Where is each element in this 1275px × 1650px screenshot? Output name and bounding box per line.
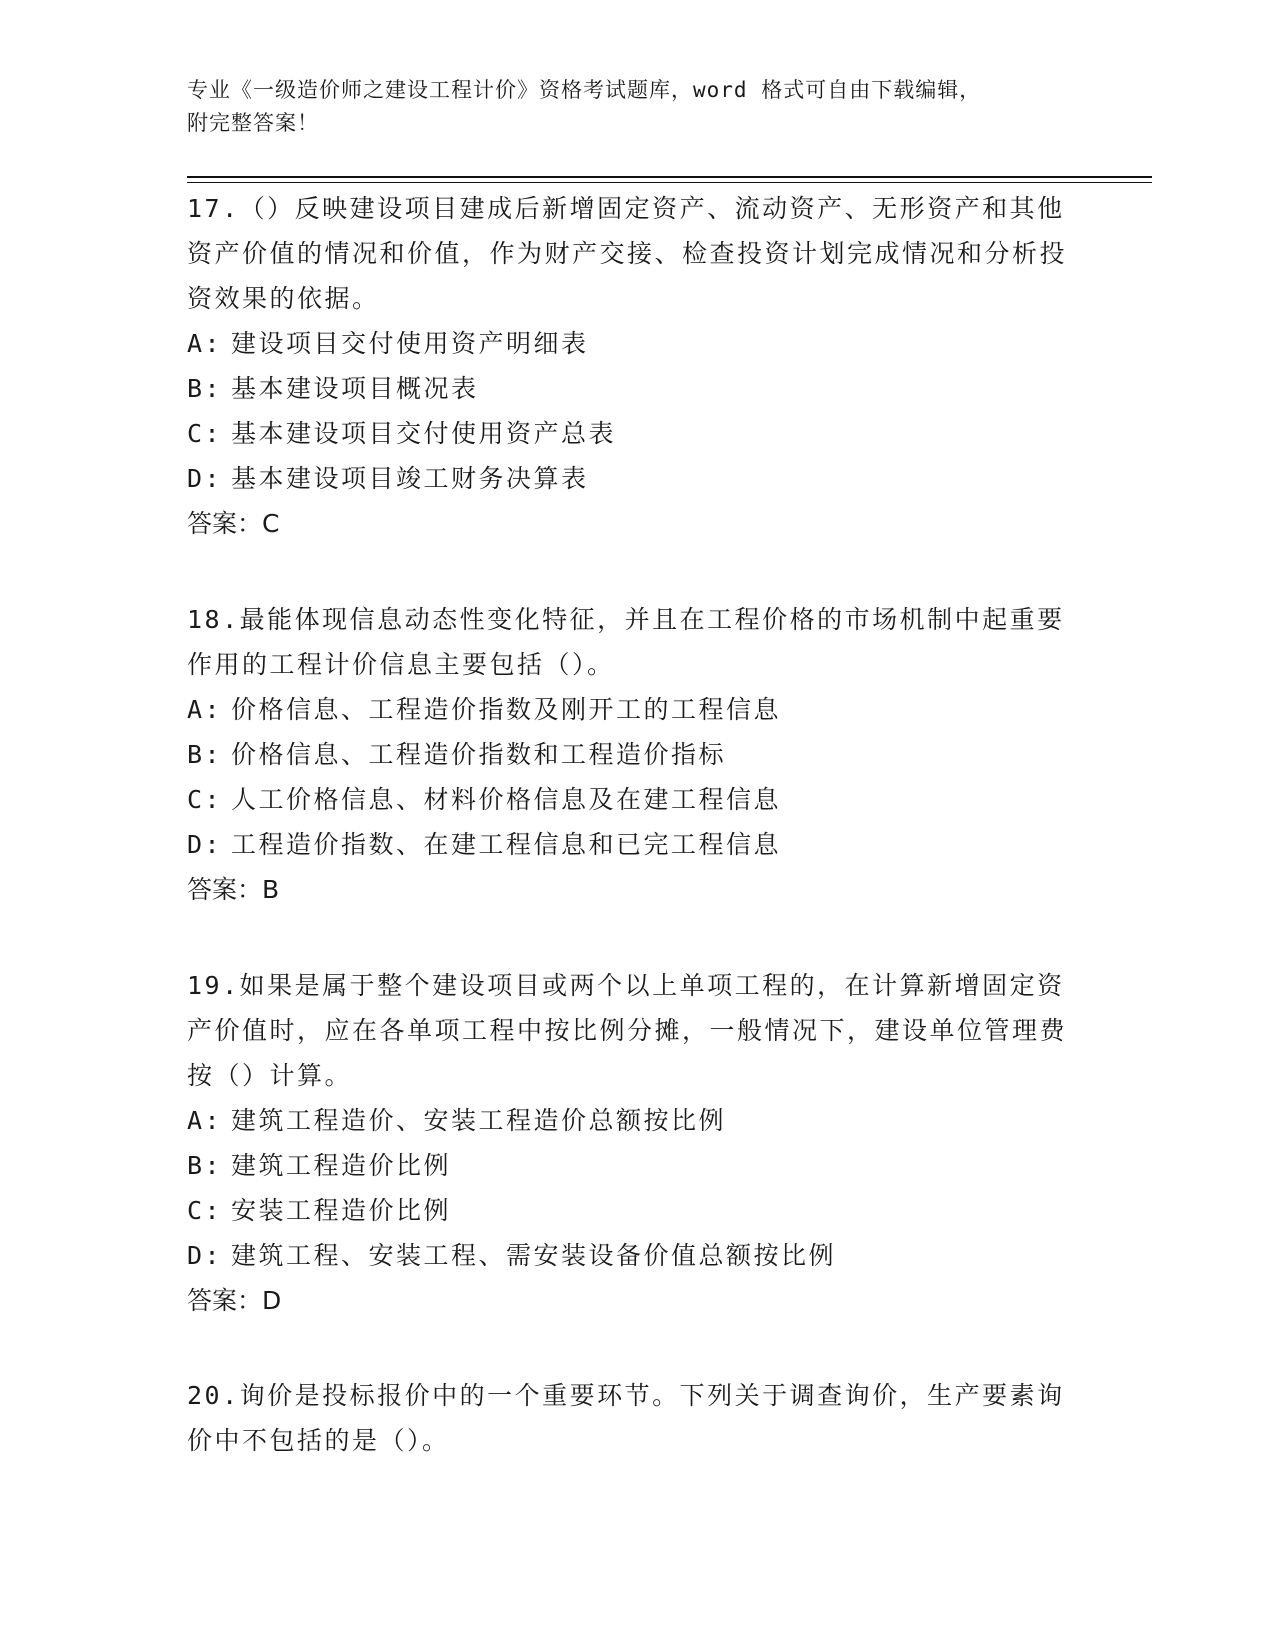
option-letter: D:: [187, 464, 223, 493]
question-17: [187, 186, 1087, 546]
option-letter: D:: [187, 1241, 223, 1270]
question-19: [187, 963, 1087, 1323]
document-header: [187, 74, 1167, 140]
option-text: 安装工程造价比例: [231, 1196, 452, 1225]
option-c: [187, 411, 1087, 456]
option-a: [187, 321, 1087, 366]
option-text: 基本建设项目概况表: [231, 374, 479, 403]
option-d: [187, 456, 1087, 501]
option-letter: D:: [187, 830, 223, 859]
answer-line: 答案：D: [187, 1286, 282, 1315]
option-letter: A:: [187, 695, 223, 724]
question-stem: 18.最能体现信息动态性变化特征，并且在工程价格的市场机制中起重要作用的工程计价信息主要包括（）。: [187, 605, 1065, 679]
option-letter: B:: [187, 740, 223, 769]
option-text: 人工价格信息、材料价格信息及在建工程信息: [231, 785, 782, 814]
option-text: 价格信息、工程造价指数和工程造价指标: [231, 740, 727, 769]
question-stem: 19.如果是属于整个建设项目或两个以上单项工程的，在计算新增固定资产价值时，应在各单项工程中按比例分摊，一般情况下，建设单位管理费按（）计算。: [187, 971, 1068, 1090]
answer-line: 答案：B: [187, 875, 280, 904]
option-letter: B:: [187, 374, 223, 403]
option-b: [187, 366, 1087, 411]
option-b: [187, 732, 1087, 777]
option-a: [187, 687, 1087, 732]
option-letter: B:: [187, 1151, 223, 1180]
option-text: 建筑工程、安装工程、需安装设备价值总额按比例: [231, 1241, 837, 1270]
option-letter: C:: [187, 785, 223, 814]
option-d: [187, 822, 1087, 867]
question-20: [187, 1373, 1087, 1463]
question-stem: 17.（）反映建设项目建成后新增固定资产、流动资产、无形资产和其他资产价值的情况和价值，作为财产交接、检查投资计划完成情况和分析投资效果的依据。: [187, 194, 1068, 313]
option-text: 价格信息、工程造价指数及刚开工的工程信息: [231, 695, 782, 724]
option-text: 基本建设项目交付使用资产总表: [231, 419, 617, 448]
header-divider-thin: [187, 182, 1152, 183]
option-c: [187, 777, 1087, 822]
option-text: 基本建设项目竣工财务决算表: [231, 464, 589, 493]
header-line-1: 专业《一级造价师之建设工程计价》资格考试题库，word 格式可自由下载编辑，: [187, 78, 982, 102]
option-letter: A:: [187, 1106, 223, 1135]
option-text: 工程造价指数、在建工程信息和已完工程信息: [231, 830, 782, 859]
option-letter: C:: [187, 419, 223, 448]
option-text: 建筑工程造价、安装工程造价总额按比例: [231, 1106, 727, 1135]
question-stem: 20.询价是投标报价中的一个重要环节。下列关于调查询价，生产要素询价中不包括的是（）。: [187, 1381, 1065, 1455]
option-a: [187, 1098, 1087, 1143]
option-text: 建设项目交付使用资产明细表: [231, 329, 589, 358]
question-18: [187, 597, 1087, 912]
option-letter: C:: [187, 1196, 223, 1225]
option-c: [187, 1188, 1087, 1233]
option-b: [187, 1143, 1087, 1188]
header-line-2: 附完整答案！: [187, 111, 319, 135]
header-divider-thick: [187, 176, 1152, 178]
option-d: [187, 1233, 1087, 1278]
answer-line: 答案：C: [187, 509, 280, 538]
option-text: 建筑工程造价比例: [231, 1151, 452, 1180]
option-letter: A:: [187, 329, 223, 358]
